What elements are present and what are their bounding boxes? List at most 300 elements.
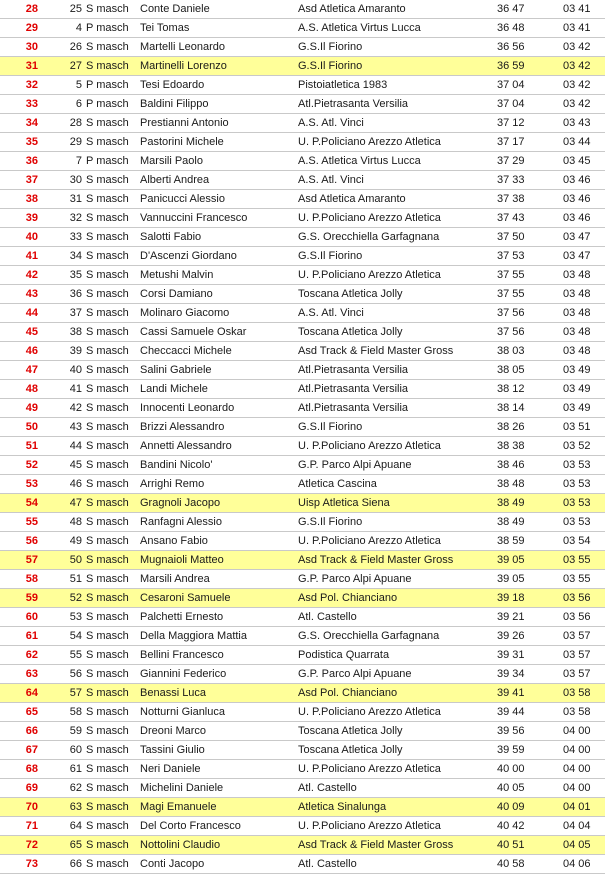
position-cell: 73 [25,858,38,870]
athlete-name-cell: Molinaro Giacomo [140,307,230,319]
position-cell: 65 [25,706,38,718]
team-cell: Asd Track & Field Master Gross [298,345,454,357]
table-row [0,627,605,646]
table-row [0,798,605,817]
pace-cell: 03 56 [563,611,591,623]
athlete-name-cell: Checcacci Michele [140,345,232,357]
team-cell: U. P.Policiano Arezzo Atletica [298,706,441,718]
table-row [0,114,605,133]
bib-number-cell: 33 [69,231,82,243]
bib-number-cell: 32 [69,212,82,224]
athlete-name-cell: Cesaroni Samuele [140,592,231,604]
team-cell: G.S.Il Fiorino [298,41,363,53]
position-cell: 29 [25,22,38,34]
position-cell: 31 [25,60,38,72]
bib-number-cell: 61 [69,763,82,775]
table-row [0,646,605,665]
category-cell: S masch [86,725,129,737]
table-row [0,209,605,228]
finish-time-cell: 37 53 [497,250,525,262]
team-cell: U. P.Policiano Arezzo Atletica [298,440,441,452]
pace-cell: 03 48 [563,269,591,281]
finish-time-cell: 38 59 [497,535,525,547]
team-cell: Pistoiatletica 1983 [298,79,388,91]
finish-time-cell: 39 05 [497,573,525,585]
finish-time-cell: 39 59 [497,744,525,756]
position-cell: 71 [25,820,38,832]
pace-cell: 03 46 [563,193,591,205]
finish-time-cell: 39 26 [497,630,525,642]
table-row [0,760,605,779]
table-row [0,437,605,456]
team-cell: Atletica Sinalunga [298,801,387,813]
bib-number-cell: 48 [69,516,82,528]
athlete-name-cell: Vannuccini Francesco [140,212,248,224]
position-cell: 46 [25,345,38,357]
team-cell: A.S. Atl. Vinci [298,117,364,129]
finish-time-cell: 38 14 [497,402,525,414]
table-row [0,836,605,855]
athlete-name-cell: Arrighi Remo [140,478,205,490]
athlete-name-cell: Neri Daniele [140,763,201,775]
athlete-name-cell: Baldini Filippo [140,98,209,110]
pace-cell: 03 53 [563,478,591,490]
team-cell: Atl.Pietrasanta Versilia [298,383,409,395]
team-cell: Asd Pol. Chianciano [298,687,398,699]
pace-cell: 03 53 [563,516,591,528]
athlete-name-cell: Pastorini Michele [140,136,224,148]
table-row [0,703,605,722]
athlete-name-cell: Marsili Andrea [140,573,210,585]
bib-number-cell: 6 [75,98,82,110]
athlete-name-cell: Salotti Fabio [140,231,202,243]
pace-cell: 03 43 [563,117,591,129]
category-cell: S masch [86,136,129,148]
team-cell: G.S. Orecchiella Garfagnana [298,630,440,642]
bib-number-cell: 66 [69,858,82,870]
finish-time-cell: 40 51 [497,839,525,851]
category-cell: S masch [86,288,129,300]
pace-cell: 03 51 [563,421,591,433]
position-cell: 68 [25,763,38,775]
position-cell: 36 [25,155,38,167]
table-row [0,779,605,798]
position-cell: 50 [25,421,38,433]
bib-number-cell: 40 [69,364,82,376]
position-cell: 59 [25,592,38,604]
team-cell: G.S.Il Fiorino [298,250,363,262]
position-cell: 51 [25,440,38,452]
pace-cell: 03 42 [563,41,591,53]
pace-cell: 03 47 [563,250,591,262]
finish-time-cell: 37 33 [497,174,525,186]
team-cell: A.S. Atletica Virtus Lucca [298,22,421,34]
bib-number-cell: 54 [69,630,82,642]
category-cell: S masch [86,668,129,680]
pace-cell: 03 41 [563,22,591,34]
position-cell: 53 [25,478,38,490]
pace-cell: 03 46 [563,174,591,186]
bib-number-cell: 57 [69,687,82,699]
athlete-name-cell: Gragnoli Jacopo [140,497,221,509]
category-cell: P masch [86,98,129,110]
pace-cell: 03 45 [563,155,591,167]
position-cell: 72 [25,839,38,851]
athlete-name-cell: Alberti Andrea [140,174,210,186]
athlete-name-cell: Corsi Damiano [140,288,213,300]
athlete-name-cell: Della Maggiora Mattia [140,630,247,642]
team-cell: U. P.Policiano Arezzo Atletica [298,763,441,775]
category-cell: S masch [86,231,129,243]
bib-number-cell: 31 [69,193,82,205]
athlete-name-cell: Michelini Daniele [140,782,224,794]
category-cell: S masch [86,269,129,281]
category-cell: P masch [86,22,129,34]
finish-time-cell: 38 49 [497,516,525,528]
bib-number-cell: 63 [69,801,82,813]
category-cell: S masch [86,630,129,642]
position-cell: 57 [25,554,38,566]
athlete-name-cell: Panicucci Alessio [140,193,225,205]
athlete-name-cell: Martelli Leonardo [140,41,225,53]
category-cell: S masch [86,687,129,699]
team-cell: U. P.Policiano Arezzo Atletica [298,212,441,224]
bib-number-cell: 36 [69,288,82,300]
athlete-name-cell: Ansano Fabio [140,535,208,547]
team-cell: Podistica Quarrata [298,649,390,661]
pace-cell: 03 56 [563,592,591,604]
athlete-name-cell: Palchetti Ernesto [140,611,224,623]
team-cell: Atletica Cascina [298,478,377,490]
athlete-name-cell: Magi Emanuele [140,801,217,813]
bib-number-cell: 5 [75,79,82,91]
table-row [0,418,605,437]
category-cell: S masch [86,497,129,509]
finish-time-cell: 40 42 [497,820,525,832]
position-cell: 39 [25,212,38,224]
pace-cell: 03 57 [563,649,591,661]
bib-number-cell: 50 [69,554,82,566]
pace-cell: 04 00 [563,782,591,794]
bib-number-cell: 65 [69,839,82,851]
athlete-name-cell: Tassini Giulio [140,744,205,756]
position-cell: 34 [25,117,38,129]
athlete-name-cell: Metushi Malvin [140,269,214,281]
category-cell: S masch [86,801,129,813]
table-row [0,551,605,570]
pace-cell: 04 01 [563,801,591,813]
finish-time-cell: 39 41 [497,687,525,699]
team-cell: G.S. Orecchiella Garfagnana [298,231,440,243]
position-cell: 38 [25,193,38,205]
bib-number-cell: 39 [69,345,82,357]
table-row [0,380,605,399]
bib-number-cell: 35 [69,269,82,281]
position-cell: 69 [25,782,38,794]
team-cell: Atl.Pietrasanta Versilia [298,98,409,110]
position-cell: 61 [25,630,38,642]
finish-time-cell: 39 05 [497,554,525,566]
athlete-name-cell: Ranfagni Alessio [140,516,222,528]
pace-cell: 03 41 [563,3,591,15]
category-cell: S masch [86,250,129,262]
bib-number-cell: 29 [69,136,82,148]
position-cell: 63 [25,668,38,680]
position-cell: 62 [25,649,38,661]
category-cell: S masch [86,326,129,338]
bib-number-cell: 51 [69,573,82,585]
athlete-name-cell: Conte Daniele [140,3,210,15]
team-cell: Asd Atletica Amaranto [298,3,406,15]
bib-number-cell: 56 [69,668,82,680]
table-row [0,57,605,76]
position-cell: 67 [25,744,38,756]
position-cell: 33 [25,98,38,110]
position-cell: 49 [25,402,38,414]
table-row [0,133,605,152]
position-cell: 30 [25,41,38,53]
bib-number-cell: 45 [69,459,82,471]
category-cell: S masch [86,782,129,794]
bib-number-cell: 62 [69,782,82,794]
bib-number-cell: 4 [75,22,82,34]
finish-time-cell: 37 50 [497,231,525,243]
category-cell: S masch [86,763,129,775]
category-cell: S masch [86,611,129,623]
pace-cell: 04 00 [563,725,591,737]
position-cell: 40 [25,231,38,243]
table-row [0,190,605,209]
pace-cell: 03 52 [563,440,591,452]
table-row [0,608,605,627]
finish-time-cell: 38 05 [497,364,525,376]
category-cell: S masch [86,3,129,15]
pace-cell: 03 57 [563,668,591,680]
category-cell: S masch [86,345,129,357]
pace-cell: 04 05 [563,839,591,851]
position-cell: 64 [25,687,38,699]
team-cell: Atl. Castello [298,858,357,870]
pace-cell: 03 46 [563,212,591,224]
athlete-name-cell: Bandini Nicolo' [140,459,213,471]
pace-cell: 04 04 [563,820,591,832]
team-cell: U. P.Policiano Arezzo Atletica [298,535,441,547]
athlete-name-cell: Cassi Samuele Oskar [140,326,247,338]
category-cell: S masch [86,478,129,490]
position-cell: 52 [25,459,38,471]
position-cell: 60 [25,611,38,623]
category-cell: S masch [86,744,129,756]
bib-number-cell: 58 [69,706,82,718]
athlete-name-cell: D'Ascenzi Giordano [140,250,237,262]
finish-time-cell: 37 38 [497,193,525,205]
team-cell: A.S. Atl. Vinci [298,174,364,186]
table-row [0,399,605,418]
pace-cell: 03 53 [563,459,591,471]
team-cell: Asd Atletica Amaranto [298,193,406,205]
team-cell: Atl.Pietrasanta Versilia [298,402,409,414]
category-cell: S masch [86,535,129,547]
pace-cell: 03 55 [563,554,591,566]
bib-number-cell: 59 [69,725,82,737]
finish-time-cell: 36 48 [497,22,525,34]
table-row [0,38,605,57]
athlete-name-cell: Dreoni Marco [140,725,207,737]
athlete-name-cell: Giannini Federico [140,668,227,680]
category-cell: S masch [86,839,129,851]
position-cell: 41 [25,250,38,262]
bib-number-cell: 55 [69,649,82,661]
position-cell: 44 [25,307,38,319]
athlete-name-cell: Nottolini Claudio [140,839,221,851]
finish-time-cell: 37 55 [497,269,525,281]
table-row [0,494,605,513]
category-cell: S masch [86,421,129,433]
table-row [0,171,605,190]
athlete-name-cell: Tesi Edoardo [140,79,205,91]
team-cell: A.S. Atletica Virtus Lucca [298,155,421,167]
pace-cell: 04 00 [563,744,591,756]
pace-cell: 03 49 [563,402,591,414]
finish-time-cell: 39 18 [497,592,525,604]
athlete-name-cell: Del Corto Francesco [140,820,241,832]
finish-time-cell: 39 44 [497,706,525,718]
pace-cell: 03 48 [563,288,591,300]
finish-time-cell: 39 34 [497,668,525,680]
position-cell: 56 [25,535,38,547]
team-cell: G.S.Il Fiorino [298,516,363,528]
bib-number-cell: 44 [69,440,82,452]
finish-time-cell: 38 48 [497,478,525,490]
bib-number-cell: 37 [69,307,82,319]
finish-time-cell: 38 46 [497,459,525,471]
pace-cell: 03 58 [563,687,591,699]
finish-time-cell: 40 05 [497,782,525,794]
athlete-name-cell: Landi Michele [140,383,208,395]
athlete-name-cell: Conti Jacopo [140,858,205,870]
finish-time-cell: 37 04 [497,79,525,91]
pace-cell: 03 49 [563,364,591,376]
category-cell: S masch [86,41,129,53]
category-cell: S masch [86,212,129,224]
athlete-name-cell: Tei Tomas [140,22,190,34]
category-cell: S masch [86,60,129,72]
finish-time-cell: 40 09 [497,801,525,813]
category-cell: S masch [86,573,129,585]
finish-time-cell: 37 56 [497,326,525,338]
finish-time-cell: 37 17 [497,136,525,148]
team-cell: Atl. Castello [298,782,357,794]
bib-number-cell: 42 [69,402,82,414]
position-cell: 70 [25,801,38,813]
position-cell: 28 [25,3,38,15]
team-cell: G.S.Il Fiorino [298,421,363,433]
table-row [0,456,605,475]
finish-time-cell: 37 04 [497,98,525,110]
bib-number-cell: 47 [69,497,82,509]
position-cell: 45 [25,326,38,338]
finish-time-cell: 37 43 [497,212,525,224]
athlete-name-cell: Benassi Luca [140,687,207,699]
finish-time-cell: 38 03 [497,345,525,357]
bib-number-cell: 52 [69,592,82,604]
team-cell: Toscana Atletica Jolly [298,744,403,756]
pace-cell: 03 54 [563,535,591,547]
bib-number-cell: 53 [69,611,82,623]
position-cell: 47 [25,364,38,376]
table-row [0,665,605,684]
bib-number-cell: 30 [69,174,82,186]
category-cell: S masch [86,193,129,205]
bib-number-cell: 38 [69,326,82,338]
team-cell: Asd Track & Field Master Gross [298,839,454,851]
bib-number-cell: 43 [69,421,82,433]
team-cell: G.P. Parco Alpi Apuane [298,668,412,680]
table-row [0,95,605,114]
finish-time-cell: 39 21 [497,611,525,623]
bib-number-cell: 27 [69,60,82,72]
team-cell: U. P.Policiano Arezzo Atletica [298,820,441,832]
pace-cell: 03 48 [563,307,591,319]
finish-time-cell: 38 49 [497,497,525,509]
finish-time-cell: 38 38 [497,440,525,452]
finish-time-cell: 36 56 [497,41,525,53]
finish-time-cell: 39 31 [497,649,525,661]
table-row [0,342,605,361]
bib-number-cell: 25 [69,3,82,15]
category-cell: S masch [86,554,129,566]
category-cell: S masch [86,174,129,186]
table-row [0,228,605,247]
finish-time-cell: 37 56 [497,307,525,319]
pace-cell: 04 06 [563,858,591,870]
team-cell: U. P.Policiano Arezzo Atletica [298,269,441,281]
category-cell: S masch [86,592,129,604]
athlete-name-cell: Notturni Gianluca [140,706,225,718]
position-cell: 35 [25,136,38,148]
pace-cell: 03 47 [563,231,591,243]
table-row [0,513,605,532]
athlete-name-cell: Salini Gabriele [140,364,212,376]
athlete-name-cell: Mugnaioli Matteo [140,554,224,566]
category-cell: S masch [86,820,129,832]
team-cell: Uisp Atletica Siena [298,497,390,509]
bib-number-cell: 7 [75,155,82,167]
table-row [0,76,605,95]
pace-cell: 03 57 [563,630,591,642]
finish-time-cell: 38 12 [497,383,525,395]
position-cell: 58 [25,573,38,585]
position-cell: 43 [25,288,38,300]
category-cell: S masch [86,364,129,376]
finish-time-cell: 36 59 [497,60,525,72]
bib-number-cell: 64 [69,820,82,832]
bib-number-cell: 46 [69,478,82,490]
table-row [0,741,605,760]
position-cell: 54 [25,497,38,509]
table-row [0,532,605,551]
table-row [0,684,605,703]
pace-cell: 03 42 [563,98,591,110]
athlete-name-cell: Marsili Paolo [140,155,203,167]
finish-time-cell: 37 12 [497,117,525,129]
pace-cell: 03 58 [563,706,591,718]
position-cell: 32 [25,79,38,91]
table-row [0,722,605,741]
bib-number-cell: 28 [69,117,82,129]
team-cell: Toscana Atletica Jolly [298,326,403,338]
team-cell: Atl. Castello [298,611,357,623]
